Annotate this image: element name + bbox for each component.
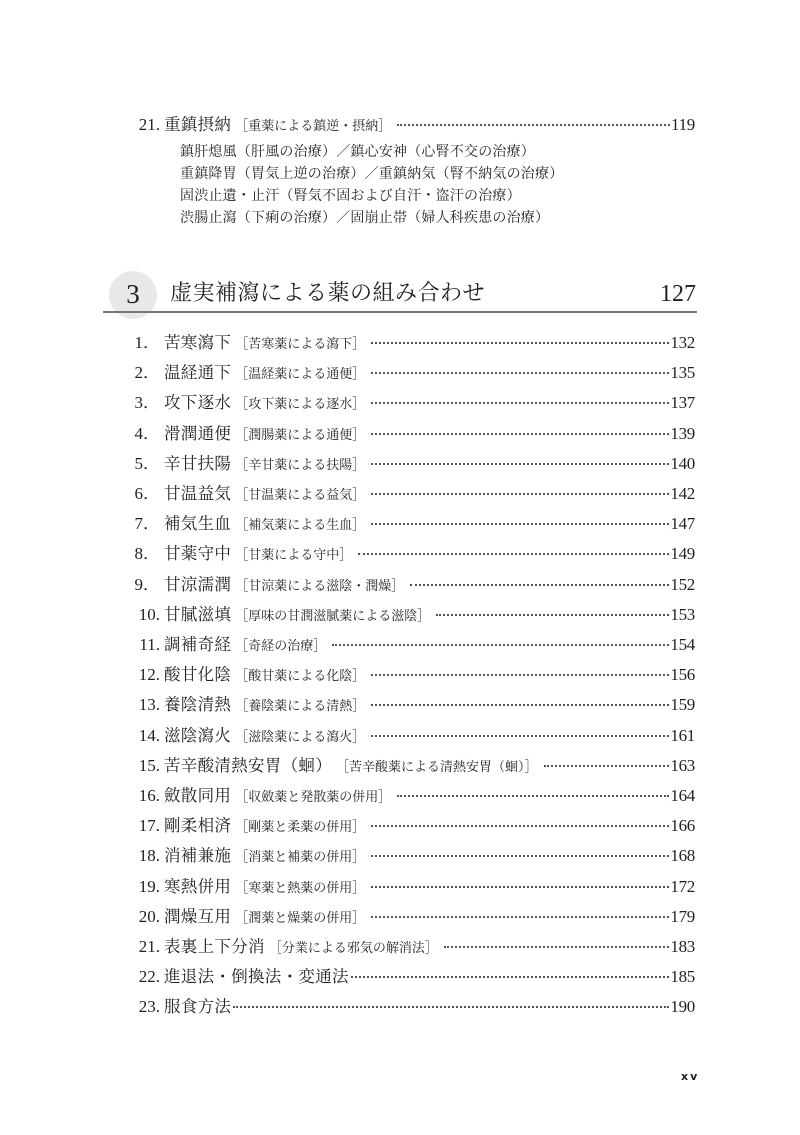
entry-subtitle: ［補気薬による生血］ bbox=[235, 518, 366, 533]
entry-number: 6． bbox=[134, 484, 160, 503]
entry-subtitle: ［分業による邪気の解消法］ bbox=[268, 941, 438, 956]
entry-subtitle: ［剛薬と柔薬の併用］ bbox=[235, 820, 366, 835]
chapter-page-number: 127 bbox=[660, 281, 696, 307]
entry-page-number: 152 bbox=[670, 575, 695, 594]
toc-entry[interactable] bbox=[118, 784, 695, 808]
entry-title: 養陰清熱 bbox=[164, 695, 232, 714]
leader-dots bbox=[444, 945, 670, 948]
entry-number: 16. bbox=[138, 786, 160, 805]
entry-page-number: 149 bbox=[670, 544, 695, 563]
toc-entry[interactable] bbox=[118, 724, 695, 748]
entry-number: 21. bbox=[138, 937, 160, 956]
entry-title: 滋陰瀉火 bbox=[164, 726, 232, 745]
entry-number: 9． bbox=[134, 575, 160, 594]
toc-entry[interactable] bbox=[118, 814, 695, 838]
entry-title: 滑潤通便 bbox=[164, 424, 232, 443]
entry-subtitle: ［潤薬と燥薬の併用］ bbox=[235, 911, 366, 926]
leader-dots bbox=[371, 492, 669, 495]
entry-title: 甘涼濡潤 bbox=[164, 575, 232, 594]
entry-page-number: 161 bbox=[670, 726, 695, 745]
entry-title: 甘膩滋填 bbox=[164, 605, 232, 624]
toc-entry[interactable] bbox=[118, 693, 695, 717]
toc-entry[interactable] bbox=[118, 875, 695, 899]
entry-number: 7． bbox=[134, 514, 160, 533]
entry-page-number: 164 bbox=[670, 786, 695, 805]
entry-page-number: 154 bbox=[670, 635, 695, 654]
entry-title: 苦辛酸清熱安胃（蛔） bbox=[164, 756, 332, 775]
leader-dots bbox=[358, 552, 669, 555]
toc-entry[interactable] bbox=[118, 113, 695, 137]
entry-subtitle: ［甘涼薬による滋陰・潤燥］ bbox=[235, 579, 405, 594]
entry-number: 18. bbox=[138, 846, 160, 865]
entry-number: 12. bbox=[138, 665, 160, 684]
entry-subtitle: ［苦寒薬による瀉下］ bbox=[235, 337, 366, 352]
sub-entry: 鎮肝熄風（肝風の治療）／鎮心安神（心腎不交の治療） bbox=[180, 144, 535, 160]
entry-subtitle: ［消薬と補薬の併用］ bbox=[235, 850, 366, 865]
leader-dots bbox=[397, 794, 669, 797]
leader-dots bbox=[371, 341, 669, 344]
toc-entry[interactable] bbox=[118, 905, 695, 929]
entry-number: 1． bbox=[134, 333, 160, 352]
toc-entry[interactable] bbox=[118, 512, 695, 536]
leader-dots bbox=[233, 1005, 669, 1008]
sub-entry: 固渋止遺・止汗（腎気不固および自汗・盗汗の治療） bbox=[180, 188, 521, 204]
entry-page-number: 153 bbox=[670, 605, 695, 624]
entry-title: 表裏上下分消 bbox=[164, 937, 265, 956]
entry-subtitle: ［潤腸薬による通便］ bbox=[235, 428, 366, 443]
entry-number: 19. bbox=[138, 877, 160, 896]
leader-dots bbox=[544, 764, 670, 767]
entry-number: 20. bbox=[138, 907, 160, 926]
chapter-divider bbox=[103, 311, 697, 313]
entry-title: 温経通下 bbox=[164, 363, 232, 382]
chapter-title[interactable]: 虚実補瀉による薬の組み合わせ bbox=[170, 281, 486, 306]
toc-entry[interactable] bbox=[118, 995, 695, 1019]
entry-title: 補気生血 bbox=[164, 514, 232, 533]
entry-page-number: 168 bbox=[670, 846, 695, 865]
entry-subtitle: ［寒薬と熱薬の併用］ bbox=[235, 881, 366, 896]
entry-subtitle: ［滋陰薬による瀉火］ bbox=[235, 730, 366, 745]
entry-title: 潤燥互用 bbox=[164, 907, 232, 926]
entry-number: 21. bbox=[138, 115, 160, 134]
toc-entry[interactable] bbox=[118, 633, 695, 657]
leader-dots bbox=[371, 673, 669, 676]
entry-page-number: 135 bbox=[670, 363, 695, 382]
leader-dots bbox=[371, 432, 669, 435]
entry-page-number: 132 bbox=[670, 333, 695, 352]
toc-entry[interactable] bbox=[118, 422, 695, 446]
entry-title: 消補兼施 bbox=[164, 846, 232, 865]
entry-subtitle: ［辛甘薬による扶陽］ bbox=[235, 458, 366, 473]
toc-entry[interactable] bbox=[118, 542, 695, 566]
entry-number: 4． bbox=[134, 424, 160, 443]
leader-dots bbox=[371, 371, 669, 374]
entry-page-number: 139 bbox=[670, 424, 695, 443]
entry-subtitle: ［奇経の治療］ bbox=[235, 639, 327, 654]
entry-number: 10. bbox=[138, 605, 160, 624]
toc-entry[interactable] bbox=[118, 844, 695, 868]
leader-dots bbox=[371, 703, 669, 706]
entry-number: 22. bbox=[138, 967, 160, 986]
entry-page-number: 137 bbox=[670, 393, 695, 412]
toc-entry[interactable] bbox=[118, 663, 695, 687]
entry-subtitle: ［重薬による鎮逆・摂納］ bbox=[235, 119, 392, 134]
entry-title: 酸甘化陰 bbox=[164, 665, 232, 684]
entry-page-number: 190 bbox=[670, 997, 695, 1016]
leader-dots bbox=[371, 854, 669, 857]
entry-title: 攻下逐水 bbox=[164, 393, 232, 412]
entry-subtitle: ［温経薬による通便］ bbox=[235, 367, 366, 382]
entry-page-number: 119 bbox=[671, 115, 695, 134]
chapter-number: 3 bbox=[126, 279, 140, 309]
entry-title: 斂散同用 bbox=[164, 786, 232, 805]
entry-number: 17. bbox=[138, 816, 160, 835]
entry-title: 進退法・倒換法・変通法 bbox=[164, 967, 349, 986]
entry-subtitle: ［甘薬による守中］ bbox=[235, 548, 353, 563]
entry-page-number: 156 bbox=[670, 665, 695, 684]
toc-entry[interactable] bbox=[118, 331, 695, 355]
entry-page-number: 185 bbox=[670, 967, 695, 986]
leader-dots bbox=[397, 123, 670, 126]
entry-page-number: 163 bbox=[670, 756, 695, 775]
entry-page-number: 140 bbox=[670, 454, 695, 473]
entry-number: 8． bbox=[134, 544, 160, 563]
toc-entry[interactable] bbox=[118, 361, 695, 385]
entry-subtitle: ［収斂薬と発散薬の併用］ bbox=[235, 790, 392, 805]
entry-subtitle: ［酸甘薬による化陰］ bbox=[235, 669, 366, 684]
toc-entry[interactable] bbox=[118, 935, 695, 959]
toc-entry[interactable] bbox=[118, 573, 695, 597]
leader-dots bbox=[371, 401, 669, 404]
page-folio: xv bbox=[681, 1070, 700, 1083]
entry-title: 剛柔相済 bbox=[164, 816, 232, 835]
entry-title: 寒熱併用 bbox=[164, 877, 232, 896]
entry-title: 重鎮摂納 bbox=[164, 115, 232, 134]
entry-number: 23. bbox=[138, 997, 160, 1016]
entry-page-number: 159 bbox=[670, 695, 695, 714]
entry-subtitle: ［厚味の甘潤滋膩薬による滋陰］ bbox=[235, 609, 431, 624]
entry-number: 3． bbox=[134, 393, 160, 412]
entry-title: 苦寒瀉下 bbox=[164, 333, 232, 352]
toc-entry[interactable] bbox=[118, 482, 695, 506]
leader-dots bbox=[351, 975, 670, 978]
leader-dots bbox=[371, 824, 669, 827]
toc-entry[interactable] bbox=[118, 603, 695, 627]
sub-entry: 渋腸止瀉（下痢の治療）／固崩止帯（婦人科疾患の治療） bbox=[180, 210, 550, 226]
entry-title: 服食方法 bbox=[164, 997, 232, 1016]
entry-title: 調補奇経 bbox=[164, 635, 232, 654]
entry-subtitle: ［攻下薬による逐水］ bbox=[235, 397, 366, 412]
leader-dots bbox=[371, 885, 669, 888]
leader-dots bbox=[371, 462, 669, 465]
toc-entry[interactable] bbox=[118, 452, 695, 476]
leader-dots bbox=[436, 613, 669, 616]
entry-page-number: 183 bbox=[670, 937, 695, 956]
leader-dots bbox=[410, 583, 669, 586]
entry-number: 11. bbox=[139, 635, 160, 654]
entry-page-number: 142 bbox=[670, 484, 695, 503]
toc-entry[interactable] bbox=[118, 754, 695, 778]
leader-dots bbox=[371, 734, 669, 737]
leader-dots bbox=[371, 522, 669, 525]
entry-number: 2． bbox=[134, 363, 160, 382]
entry-subtitle: ［養陰薬による清熱］ bbox=[235, 699, 366, 714]
entry-page-number: 179 bbox=[670, 907, 695, 926]
entry-number: 15. bbox=[138, 756, 160, 775]
entry-page-number: 172 bbox=[670, 877, 695, 896]
entry-title: 甘薬守中 bbox=[164, 544, 232, 563]
entry-number: 5． bbox=[134, 454, 160, 473]
entry-title: 辛甘扶陽 bbox=[164, 454, 232, 473]
toc-entry[interactable] bbox=[118, 965, 695, 989]
entry-subtitle: ［苦辛酸薬による清熱安胃（蛔）］ bbox=[336, 760, 538, 775]
leader-dots bbox=[371, 915, 669, 918]
sub-entry: 重鎮降胃（胃気上逆の治療）／重鎮納気（腎不納気の治療） bbox=[180, 166, 564, 182]
entry-subtitle: ［甘温薬による益気］ bbox=[235, 488, 366, 503]
entry-title: 甘温益気 bbox=[164, 484, 232, 503]
entry-page-number: 147 bbox=[670, 514, 695, 533]
entry-page-number: 166 bbox=[670, 816, 695, 835]
entry-number: 14. bbox=[138, 726, 160, 745]
toc-entry[interactable] bbox=[118, 391, 695, 415]
entry-number: 13. bbox=[138, 695, 160, 714]
leader-dots bbox=[332, 643, 669, 646]
